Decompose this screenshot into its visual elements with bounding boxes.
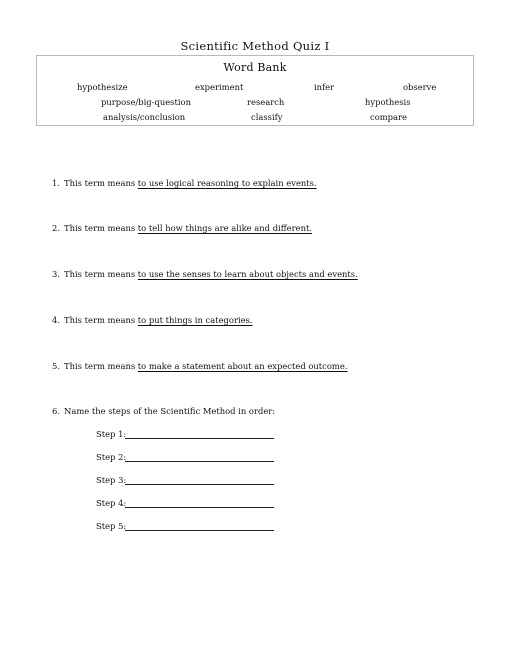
question-prompt: This term means <box>64 223 138 233</box>
question-number: 1. <box>52 178 60 188</box>
question-number: 5. <box>52 361 60 371</box>
question-number: 6. <box>52 406 60 416</box>
step-label: Step 3: <box>96 475 127 485</box>
question-prompt: This term means <box>64 361 138 371</box>
step-2-row <box>96 452 126 462</box>
step-1-row <box>96 429 126 439</box>
question-3 <box>52 269 358 279</box>
word-bank-word: infer <box>314 82 335 92</box>
question-2 <box>52 223 312 233</box>
question-number: 3. <box>52 269 60 279</box>
question-answer: to make a statement about an expected outcome. <box>137 361 348 371</box>
word-bank-box <box>36 55 474 126</box>
question-prompt: This term means <box>64 178 138 188</box>
step-5-row <box>96 521 126 531</box>
step-answer-blank[interactable] <box>125 484 274 485</box>
word-bank-word: analysis/conclusion <box>103 112 186 122</box>
word-bank-word: classify <box>251 112 283 122</box>
step-4-row <box>96 498 126 508</box>
question-prompt: Name the steps of the Scientific Method in order: <box>64 406 276 416</box>
word-bank-word: observe <box>403 82 437 92</box>
question-answer: to tell how things are alike and different. <box>137 223 313 233</box>
word-bank-word: experiment <box>195 82 244 92</box>
step-label: Step 2: <box>96 452 127 462</box>
step-label: Step 1: <box>96 429 127 439</box>
word-bank-word: compare <box>370 112 407 122</box>
step-answer-blank[interactable] <box>125 461 274 462</box>
question-1 <box>52 178 317 188</box>
word-bank-word: purpose/big-question <box>101 97 191 107</box>
step-answer-blank[interactable] <box>125 438 274 439</box>
step-3-row <box>96 475 126 485</box>
question-number: 2. <box>52 223 60 233</box>
step-label: Step 4: <box>96 498 127 508</box>
word-bank-word: hypothesize <box>77 82 128 92</box>
question-answer: to use logical reasoning to explain events. <box>137 178 317 188</box>
word-bank-heading: Word Bank <box>223 61 287 74</box>
question-4 <box>52 315 253 325</box>
question-answer: to use the senses to learn about objects and events. <box>137 269 358 279</box>
question-5 <box>52 361 347 371</box>
question-number: 4. <box>52 315 60 325</box>
step-answer-blank[interactable] <box>125 507 274 508</box>
question-6 <box>52 406 275 416</box>
quiz-title: Scientific Method Quiz I <box>180 39 330 53</box>
question-answer: to put things in categories. <box>137 315 253 325</box>
step-answer-blank[interactable] <box>125 530 274 531</box>
question-prompt: This term means <box>64 315 138 325</box>
question-prompt: This term means <box>64 269 138 279</box>
word-bank-word: hypothesis <box>365 97 411 107</box>
word-bank-word: research <box>247 97 285 107</box>
step-label: Step 5: <box>96 521 127 531</box>
